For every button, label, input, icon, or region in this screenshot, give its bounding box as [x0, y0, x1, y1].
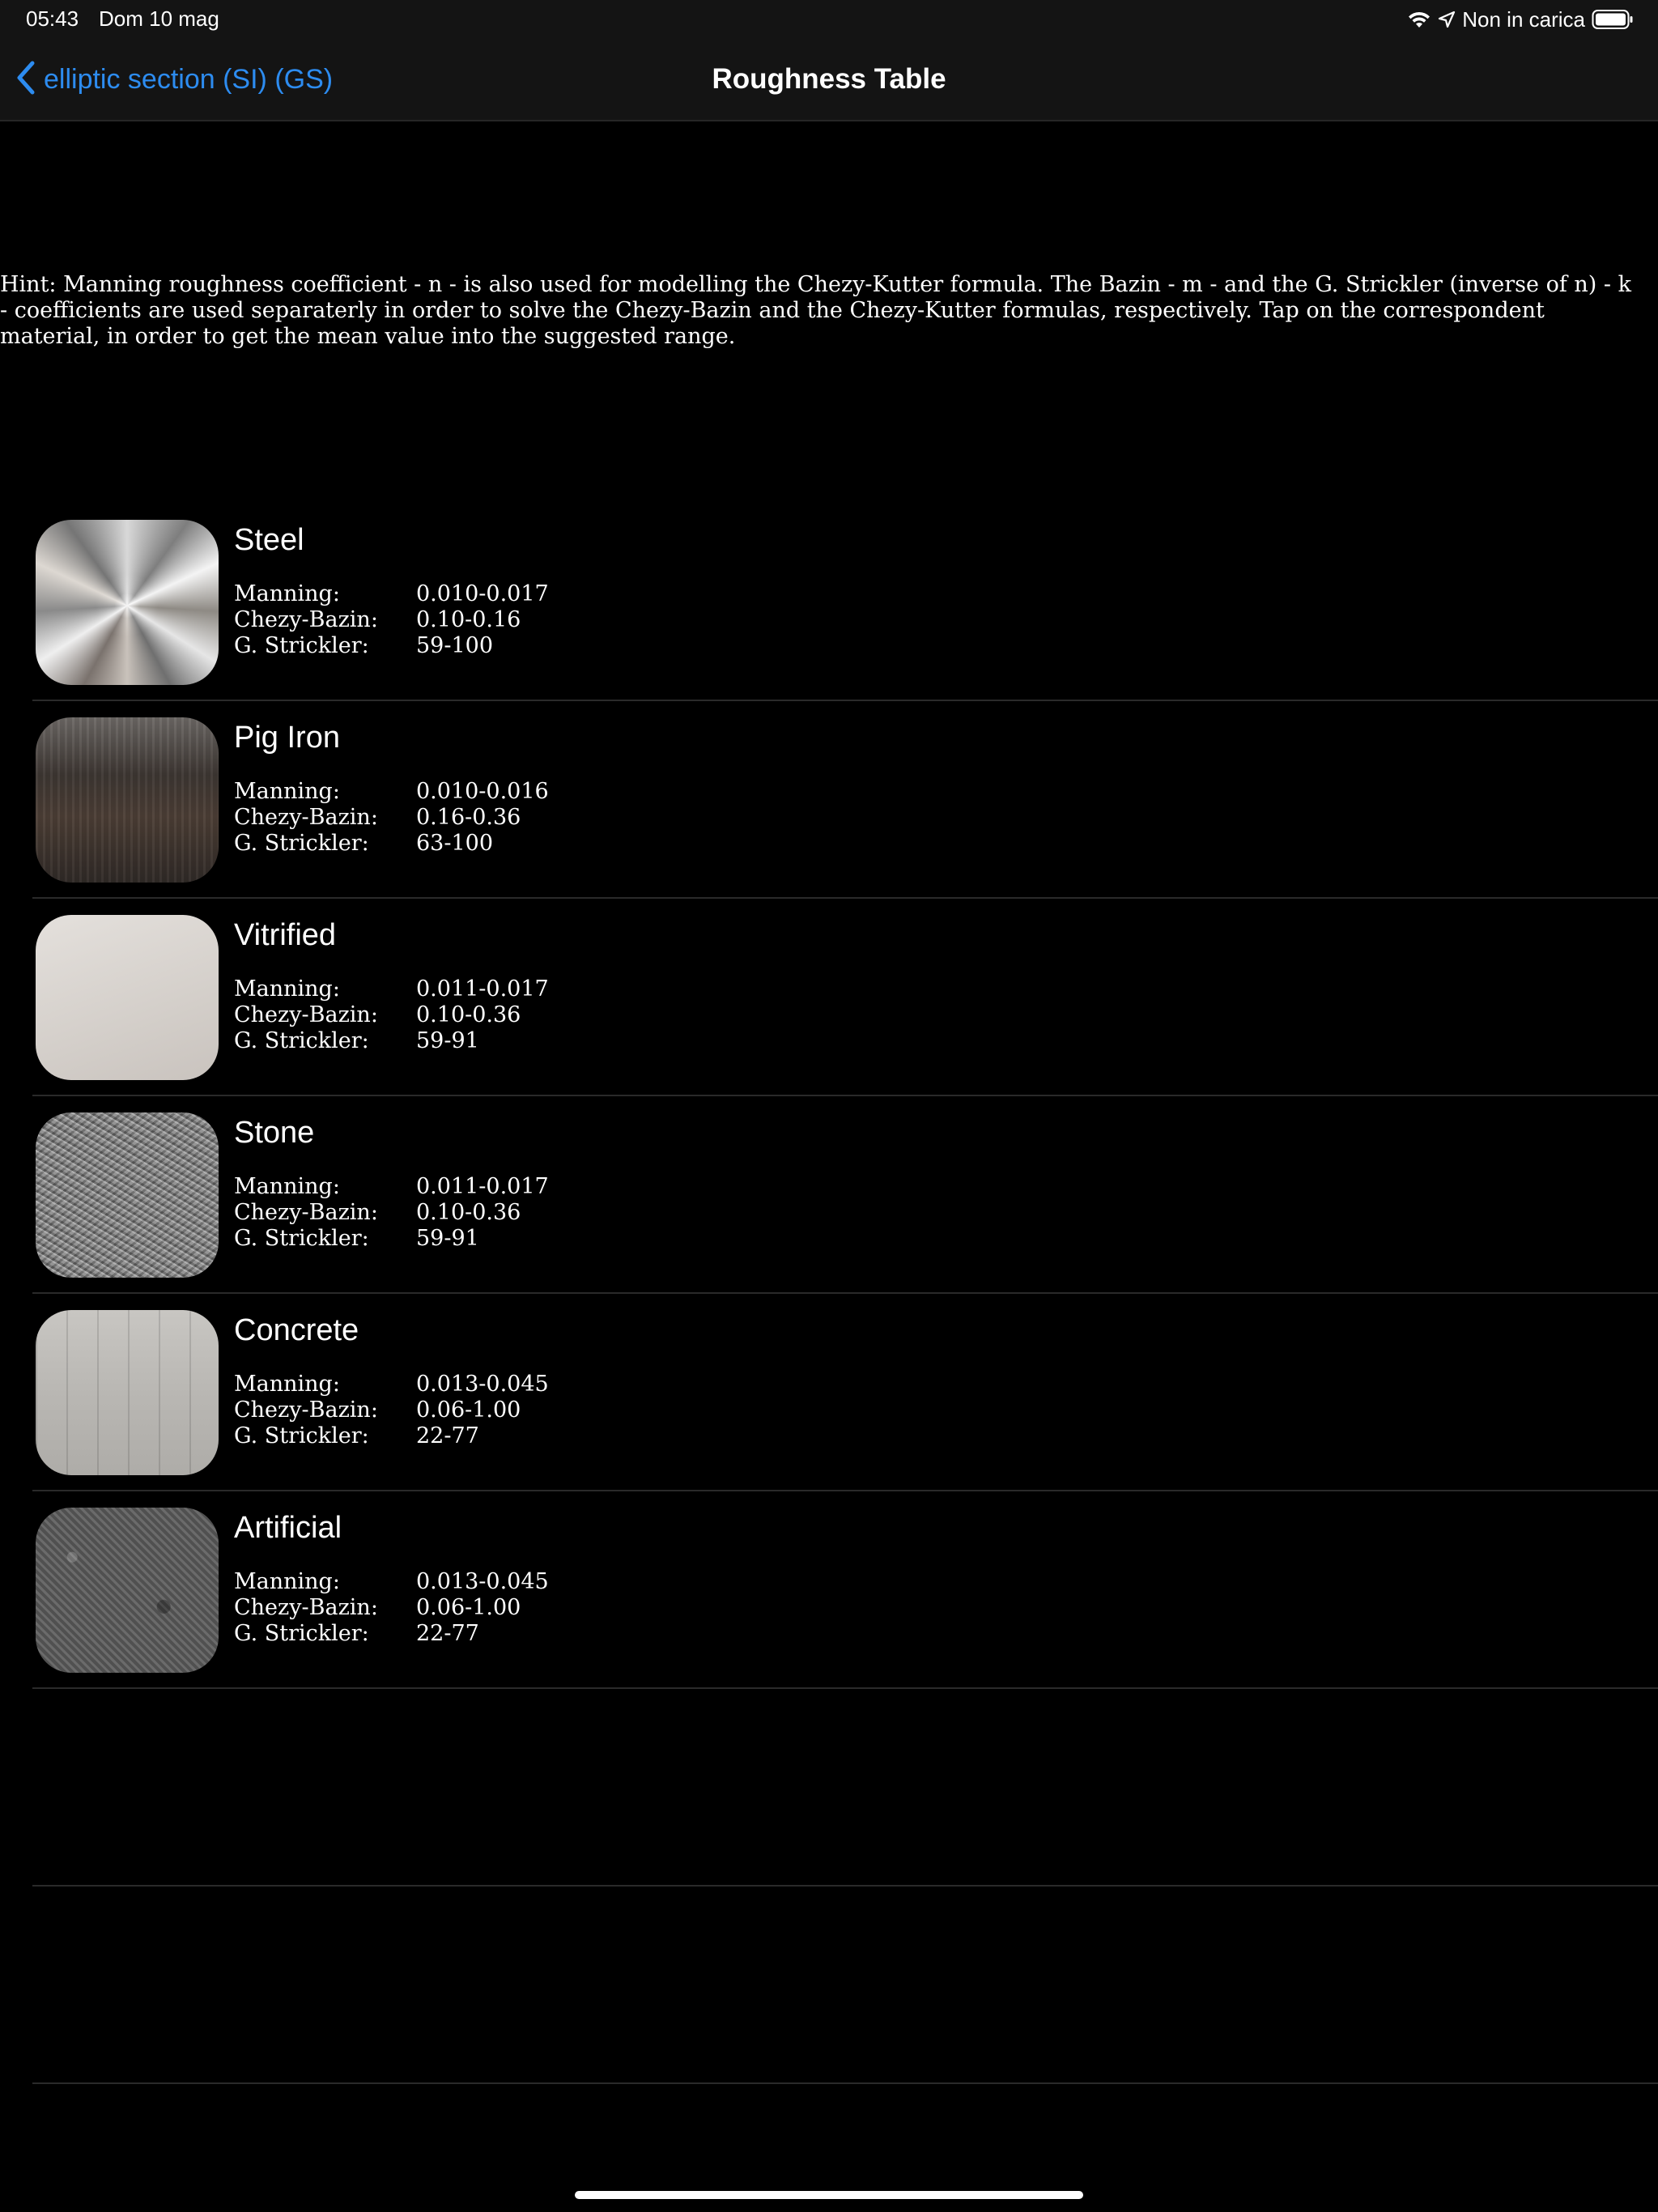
bazin-label: Chezy-Bazin: — [234, 607, 378, 632]
strickler-value: 59-91 — [416, 1226, 479, 1251]
manning-value: 0.011-0.017 — [416, 976, 549, 1002]
bazin-label: Chezy-Bazin: — [234, 805, 378, 830]
manning-label: Manning: — [234, 976, 340, 1002]
manning-label: Manning: — [234, 1174, 340, 1199]
material-row-pig-iron[interactable] — [32, 701, 1658, 899]
page-title: Roughness Table — [712, 63, 946, 95]
vitrified-texture-image — [36, 915, 219, 1080]
stone-texture-image — [36, 1112, 219, 1278]
manning-label: Manning: — [234, 1569, 340, 1594]
strickler-value: 59-91 — [416, 1028, 479, 1053]
bazin-label: Chezy-Bazin: — [234, 1200, 378, 1225]
materials-table — [0, 504, 1658, 2084]
manning-value: 0.010-0.016 — [416, 779, 549, 804]
bazin-value: 0.10-0.36 — [416, 1200, 521, 1225]
artificial-texture-image — [36, 1508, 219, 1673]
location-icon — [1438, 11, 1456, 28]
concrete-texture-image — [36, 1310, 219, 1475]
bazin-value: 0.06-1.00 — [416, 1397, 521, 1423]
coefficient-list — [234, 1569, 549, 1647]
manning-value: 0.010-0.017 — [416, 581, 549, 606]
material-name: Pig Iron — [234, 721, 340, 755]
battery-icon — [1592, 9, 1634, 30]
bazin-label: Chezy-Bazin: — [234, 1002, 378, 1027]
status-time: 05:43 — [26, 6, 79, 31]
status-bar — [0, 0, 1658, 39]
material-name: Artificial — [234, 1511, 342, 1545]
strickler-value: 63-100 — [416, 831, 494, 856]
manning-value: 0.013-0.045 — [416, 1372, 549, 1397]
navigation-bar — [0, 39, 1658, 121]
material-name: Vitrified — [234, 918, 337, 952]
hint-text: Hint: Manning roughness coefficient - n - is also used for modelling the Chezy-Kutter formula. The Bazin - m - and the G. Strickler (inverse of n) - k - coefficients are used separaterly in order to solve the Chezy-Bazin and the Chezy-Kutter formulas, respectively. Tap on the correspondent material, in order to get the mean value into the suggested range. — [0, 272, 1631, 349]
material-name: Steel — [234, 523, 304, 557]
strickler-value: 22-77 — [416, 1423, 479, 1448]
material-name: Concrete — [234, 1313, 359, 1347]
coefficient-list — [234, 779, 549, 857]
strickler-label: G. Strickler: — [234, 1621, 369, 1646]
back-button-label: elliptic section (SI) (GS) — [44, 63, 334, 95]
material-row-steel[interactable] — [32, 504, 1658, 701]
bazin-label: Chezy-Bazin: — [234, 1397, 378, 1423]
manning-value: 0.013-0.045 — [416, 1569, 549, 1594]
bazin-label: Chezy-Bazin: — [234, 1595, 378, 1620]
bazin-value: 0.10-0.16 — [416, 607, 521, 632]
wifi-icon — [1407, 10, 1431, 29]
pig-iron-texture-image — [36, 717, 219, 883]
strickler-label: G. Strickler: — [234, 1226, 369, 1251]
steel-texture-image — [36, 520, 219, 685]
strickler-label: G. Strickler: — [234, 831, 369, 856]
battery-status-text: Non in carica — [1462, 6, 1585, 32]
status-indicators — [1407, 5, 1634, 34]
strickler-label: G. Strickler: — [234, 1423, 369, 1448]
material-name: Stone — [234, 1116, 315, 1150]
material-row-concrete[interactable] — [32, 1294, 1658, 1491]
strickler-label: G. Strickler: — [234, 633, 369, 658]
strickler-label: G. Strickler: — [234, 1028, 369, 1053]
coefficient-list — [234, 1372, 549, 1449]
manning-label: Manning: — [234, 1372, 340, 1397]
empty-row — [32, 1887, 1658, 2084]
strickler-value: 22-77 — [416, 1621, 479, 1646]
manning-value: 0.011-0.017 — [416, 1174, 549, 1199]
coefficient-list — [234, 581, 549, 659]
coefficient-list — [234, 976, 549, 1054]
bazin-value: 0.16-0.36 — [416, 805, 521, 830]
status-date: Dom 10 mag — [99, 6, 219, 31]
empty-row — [32, 1689, 1658, 1887]
manning-label: Manning: — [234, 779, 340, 804]
manning-label: Manning: — [234, 581, 340, 606]
material-row-stone[interactable] — [32, 1096, 1658, 1294]
coefficient-list — [234, 1174, 549, 1252]
strickler-value: 59-100 — [416, 633, 494, 658]
material-row-artificial[interactable] — [32, 1491, 1658, 1689]
material-row-vitrified[interactable] — [32, 899, 1658, 1096]
home-indicator[interactable] — [575, 2191, 1083, 2199]
bazin-value: 0.10-0.36 — [416, 1002, 521, 1027]
bazin-value: 0.06-1.00 — [416, 1595, 521, 1620]
